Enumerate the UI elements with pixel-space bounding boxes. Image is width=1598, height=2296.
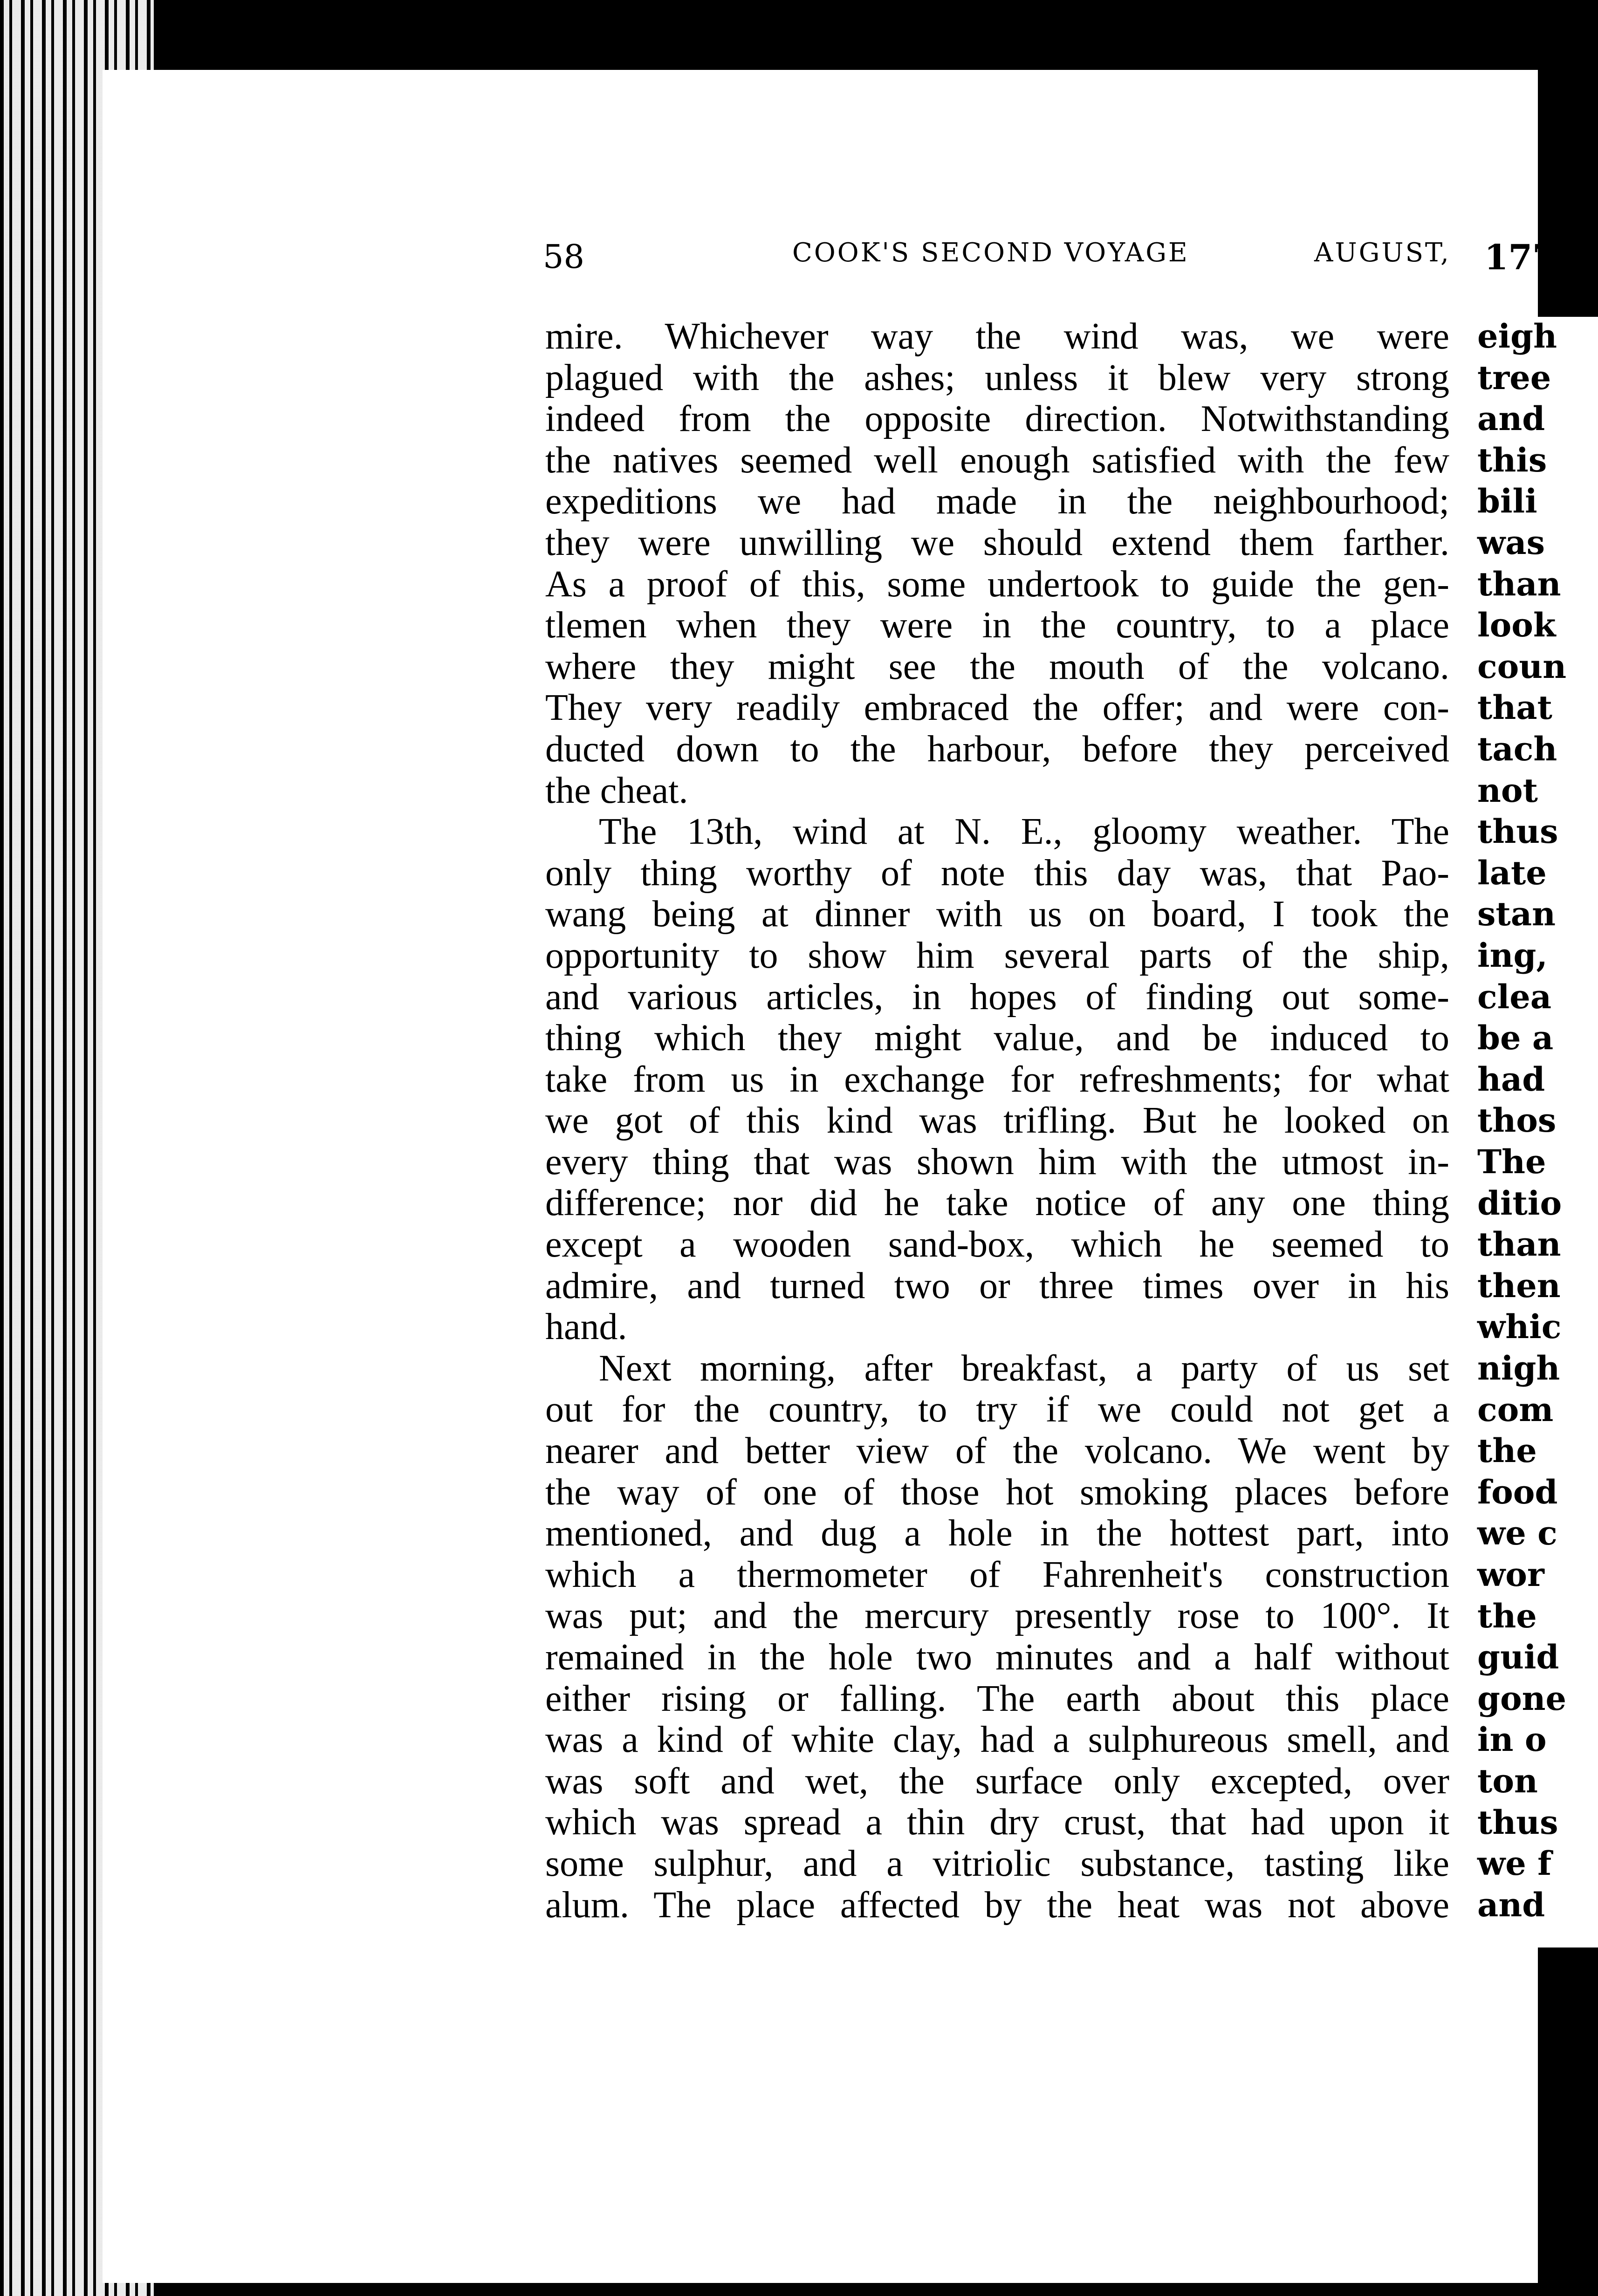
- text-line: tlemen when they were in the country, to a place: [545, 605, 1449, 646]
- facing-page-fragment: was: [1477, 523, 1545, 562]
- text-line: except a wooden sand-box, which he seemed to: [545, 1224, 1449, 1265]
- running-title: COOK'S SECOND VOYAGE: [792, 238, 1189, 268]
- text-line: remained in the hole two minutes and a half without: [545, 1637, 1449, 1678]
- text-line: expeditions we had made in the neighbourhood;: [545, 481, 1449, 522]
- facing-page-fragment: com: [1477, 1390, 1554, 1429]
- facing-page-fragment: nigh: [1477, 1349, 1560, 1387]
- facing-page-fragment: tree: [1477, 358, 1551, 397]
- text-line: some sulphur, and a vitriolic substance, tasting like: [545, 1843, 1449, 1884]
- text-line: was put; and the mercury presently rose to 100°. It: [545, 1595, 1449, 1637]
- facing-page-fragment: clea: [1477, 977, 1552, 1016]
- facing-page-fragment: guid: [1477, 1638, 1559, 1677]
- text-line: As a proof of this, some undertook to guide the gen-: [545, 563, 1449, 605]
- text-line: they were unwilling we should extend them farther.: [545, 522, 1449, 563]
- facing-page-fragment: ditio: [1477, 1183, 1562, 1223]
- text-line: the natives seemed well enough satisfied with the few: [545, 439, 1449, 481]
- text-line: mire. Whichever way the wind was, we were: [545, 316, 1449, 357]
- text-line: admire, and turned two or three times over in his: [545, 1265, 1449, 1306]
- facing-page-fragment: be a: [1477, 1018, 1554, 1058]
- facing-page-fragment: The: [1477, 1142, 1546, 1181]
- facing-page-fragment: and: [1477, 399, 1545, 438]
- text-line: indeed from the opposite direction. Notwithstanding: [545, 398, 1449, 440]
- facing-page-fragment: than: [1477, 1225, 1561, 1264]
- facing-page-fragment: gone: [1477, 1679, 1567, 1718]
- text-line: opportunity to show him several parts of the ship,: [545, 935, 1449, 976]
- text-line: hand.: [545, 1306, 627, 1348]
- text-line: the cheat.: [545, 770, 688, 811]
- facing-page-fragment: thus: [1477, 1803, 1558, 1842]
- facing-page-fragment: we f: [1477, 1844, 1552, 1883]
- text-line: wang being at dinner with us on board, I took the: [545, 894, 1449, 935]
- facing-page-fragment: had: [1477, 1059, 1545, 1099]
- running-year: 1774: [1484, 238, 1580, 278]
- text-line: ducted down to the harbour, before they perceived: [545, 728, 1449, 770]
- text-line: out for the country, to try if we could not get a: [545, 1389, 1449, 1430]
- facing-page-fragment: thos: [1477, 1101, 1557, 1140]
- text-line: plagued with the ashes; unless it blew very strong: [545, 357, 1449, 398]
- facing-page-fragment: we c: [1477, 1514, 1557, 1553]
- facing-page-edge: [1473, 317, 1598, 1948]
- text-line: thing which they might value, and be induced to: [545, 1018, 1449, 1059]
- text-line: and various articles, in hopes of finding out some-: [545, 976, 1449, 1018]
- facing-page-fragment: food: [1477, 1472, 1558, 1511]
- facing-page-fragment: eigh: [1477, 317, 1557, 355]
- text-line: mentioned, and dug a hole in the hottest part, into: [545, 1513, 1449, 1554]
- running-month: AUGUST,: [1314, 238, 1451, 268]
- text-line: was soft and wet, the surface only excepted, over: [545, 1760, 1449, 1802]
- text-line: alum. The place affected by the heat was not above: [545, 1884, 1449, 1926]
- facing-page-fragment: look: [1477, 606, 1556, 645]
- facing-page-fragment: then: [1477, 1266, 1561, 1305]
- facing-page-fragment: ton: [1477, 1762, 1538, 1800]
- text-line: which a thermometer of Fahrenheit's construction: [545, 1554, 1449, 1595]
- text-line: difference; nor did he take notice of any one thing: [545, 1182, 1449, 1224]
- facing-page-fragment: ing,: [1477, 936, 1548, 975]
- text-line: which was spread a thin dry crust, that had upon it: [545, 1802, 1449, 1843]
- text-line: the way of one of those hot smoking places before: [545, 1471, 1449, 1513]
- facing-page-fragment: that: [1477, 688, 1552, 727]
- facing-page-fragment: tach: [1477, 730, 1557, 768]
- text-line: Next morning, after breakfast, a party of us set: [599, 1347, 1449, 1389]
- facing-page-fragment: late: [1477, 853, 1547, 892]
- facing-page-fragment: not: [1477, 771, 1538, 810]
- page-number: 58: [543, 238, 585, 276]
- text-line: take from us in exchange for refreshments; for what: [545, 1059, 1449, 1100]
- facing-page-fragment: wor: [1477, 1555, 1544, 1594]
- facing-page-fragment: in o: [1477, 1720, 1547, 1759]
- facing-page-fragment: bili: [1477, 482, 1537, 521]
- facing-page-fragment: thus: [1477, 812, 1558, 851]
- facing-page-fragment: this: [1477, 440, 1547, 479]
- text-line: only thing worthy of note this day was, that Pao-: [545, 852, 1449, 894]
- text-line: where they might see the mouth of the volcano.: [545, 646, 1449, 687]
- text-line: we got of this kind was trifling. But he looked on: [545, 1100, 1449, 1141]
- text-line: They very readily embraced the offer; and were con-: [545, 687, 1449, 729]
- facing-page-fragment: stan: [1477, 895, 1556, 934]
- text-line: nearer and better view of the volcano. We went by: [545, 1430, 1449, 1472]
- text-line: was a kind of white clay, had a sulphureous smell, and: [545, 1719, 1449, 1761]
- facing-page-fragment: the: [1477, 1596, 1537, 1635]
- text-line: The 13th, wind at N. E., gloomy weather. The: [599, 811, 1449, 853]
- facing-page-fragment: whic: [1477, 1307, 1562, 1346]
- text-line: either rising or falling. The earth about this place: [545, 1678, 1449, 1719]
- facing-page-fragment: the: [1477, 1431, 1537, 1470]
- facing-page-fragment: and: [1477, 1885, 1545, 1924]
- facing-page-fragment: than: [1477, 564, 1561, 603]
- text-line: every thing that was shown him with the utmost in-: [545, 1141, 1449, 1182]
- facing-page-fragment: coun: [1477, 647, 1567, 686]
- body-text: [545, 316, 1449, 1926]
